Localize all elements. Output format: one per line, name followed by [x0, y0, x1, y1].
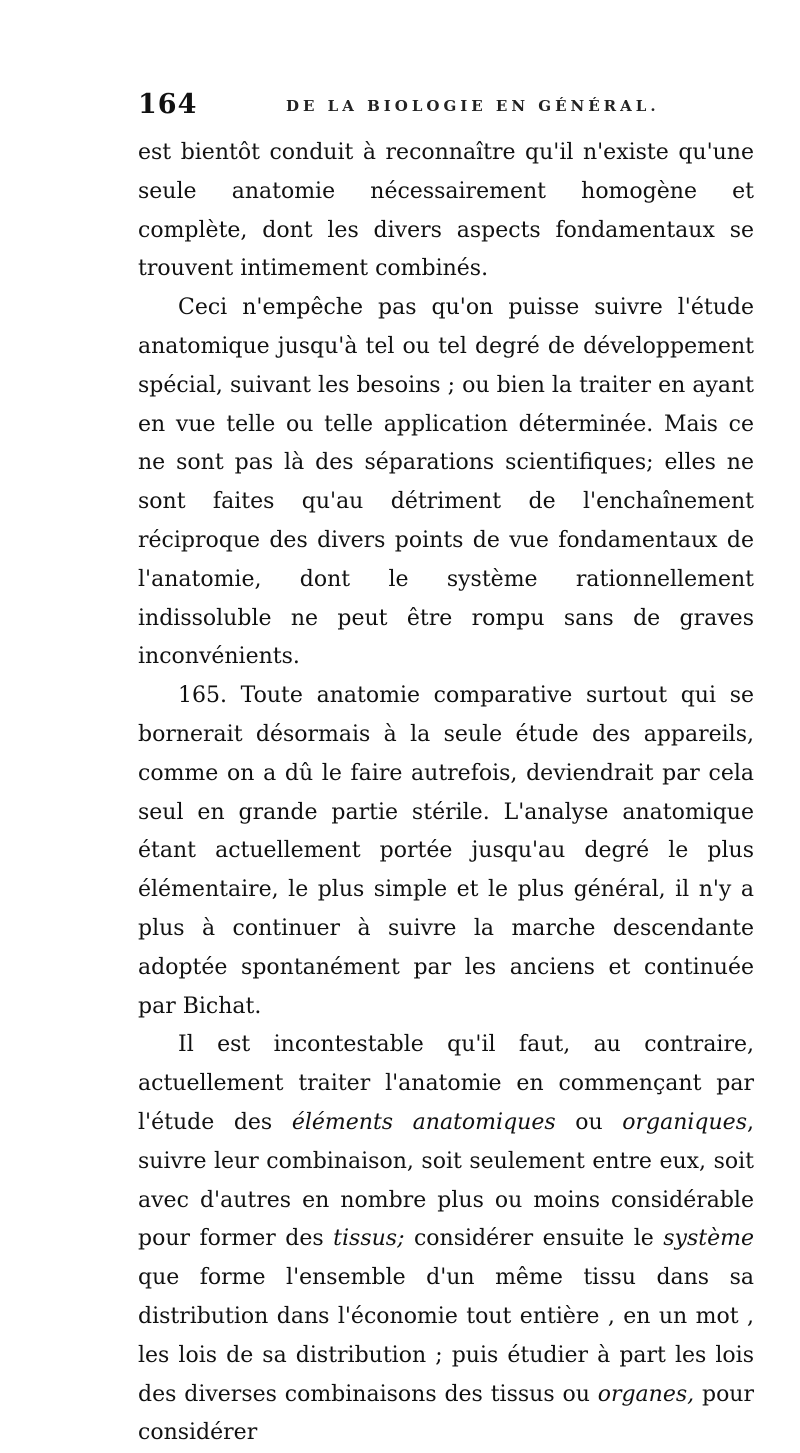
emphasis-systeme: système [663, 1226, 755, 1252]
paragraph-incontestable [138, 1026, 754, 1453]
paragraph-continuation: est bientôt conduit à reconnaître qu'il n'existe qu'une seule anatomie nécessairement homogène et complète, dont les divers aspects fondamentaux se trouvent intimement combinés. [138, 140, 754, 282]
running-head [138, 89, 758, 125]
emphasis-elements-anatomiques: éléments anatomiques [291, 1109, 556, 1135]
paragraph-section-165: 165. Toute anatomie comparative surtout qui se bornerait désormais à la seule étude des appareils, comme on a dû le faire autrefois, deviendrait par cela seul en grande partie stérile. L'analyse anatomique étant actuellement portée jusqu'au degré le plus élémentaire, le plus simple et le plus général, il n'y a plus à continuer à suivre la marche descendante adoptée spontanément par les anciens et continuée par Bichat. [138, 683, 754, 1019]
text-run: pour considérer [138, 1381, 754, 1446]
body-text [138, 134, 754, 1453]
emphasis-organiques: organiques [622, 1109, 747, 1135]
running-title: DE LA BIOLOGIE EN GÉNÉRAL. [286, 97, 660, 115]
text-run: , suivre leur combinaison, soit seulement entre eux, soit avec d'autres en nombre plus ou moins considérable pour former des [138, 1109, 754, 1252]
text-run: Il est incontestable qu'il faut, au contraire, actuellement traiter l'anatomie en commençant par l'étude des [138, 1032, 754, 1135]
emphasis-tissus: tissus; [333, 1226, 405, 1252]
text-run: considérer ensuite le [404, 1226, 664, 1252]
paragraph-ceci: Ceci n'empêche pas qu'on puisse suivre l'étude anatomique jusqu'à tel ou tel degré de développement spécial, suivant les besoins ; ou bien la traiter en ayant en vue telle ou telle application déterminée. Mais ce ne sont pas là des séparations scientifiques; elles ne sont faites qu'au détriment de l'enchaînement réciproque des divers points de vue fondamentaux de l'anatomie, dont le système rationnellement indissoluble ne peut être rompu sans de graves inconvénients. [138, 295, 754, 670]
text-run: que forme l'ensemble d'un même tissu dans sa distribution dans l'économie tout entière , en un mot , les lois de sa distribution ; puis étudier à part les lois des diverses combinaisons des tissus ou [138, 1265, 754, 1407]
emphasis-organes: organes, [597, 1381, 695, 1407]
text-run: ou [555, 1109, 623, 1135]
page-number: 164 [138, 89, 198, 120]
